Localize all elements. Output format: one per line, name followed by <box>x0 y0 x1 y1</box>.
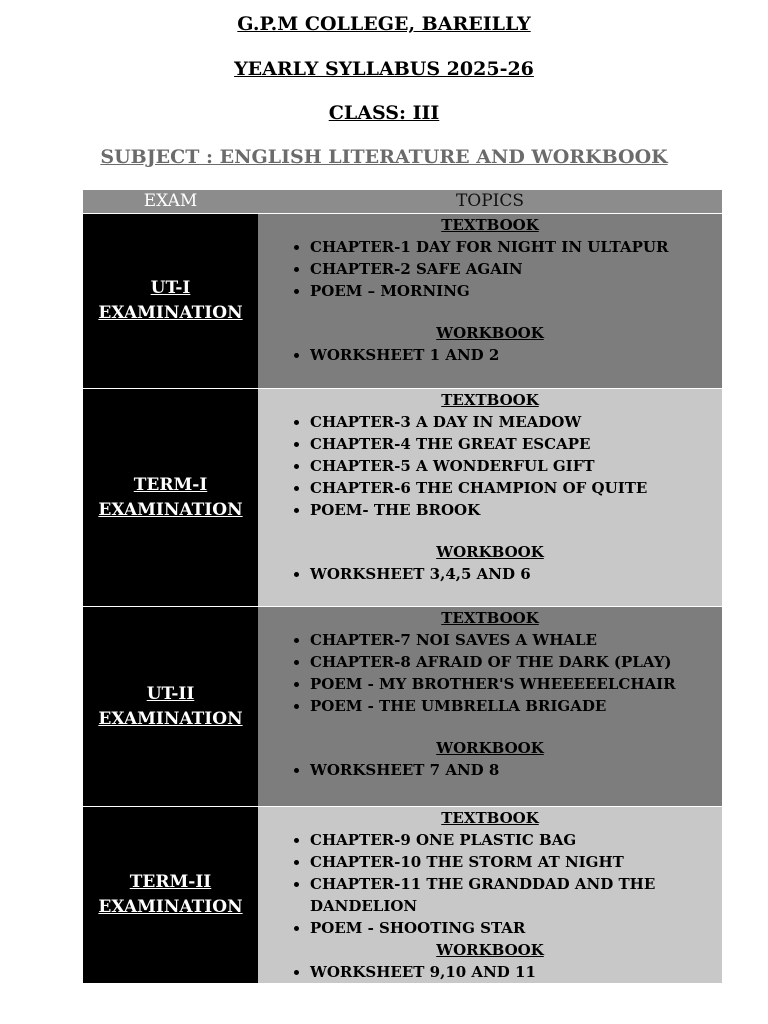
table-header-row <box>83 190 722 214</box>
textbook-heading: TEXTBOOK <box>441 216 539 234</box>
topics-cell <box>258 389 722 607</box>
exam-cell <box>83 807 258 984</box>
list-item: • POEM- THE BROOK <box>310 499 722 521</box>
column-header-exam: EXAM <box>83 190 258 214</box>
table-row <box>83 607 722 807</box>
exam-name: TERM-I <box>133 474 208 495</box>
workbook-list <box>258 563 722 585</box>
list-item: • POEM - MY BROTHER'S WHEEEEELCHAIR <box>310 673 722 695</box>
college-title: G.P.M COLLEGE, BAREILLY <box>237 13 531 35</box>
subject-title: SUBJECT : ENGLISH LITERATURE AND WORKBOOK <box>100 146 668 168</box>
exam-name: TERM-II <box>129 872 212 892</box>
workbook-heading: WORKBOOK <box>436 739 544 757</box>
workbook-list <box>258 961 722 983</box>
exam-name: UT-I <box>150 278 191 298</box>
list-item: • WORKSHEET 7 AND 8 <box>310 759 722 781</box>
textbook-heading: TEXTBOOK <box>441 809 539 827</box>
topics-cell <box>258 807 722 984</box>
workbook-heading: WORKBOOK <box>436 941 544 959</box>
table-row <box>83 389 722 607</box>
list-item: • CHAPTER-1 DAY FOR NIGHT IN ULTAPUR <box>310 236 722 258</box>
list-item: • CHAPTER-6 THE CHAMPION OF QUITE <box>310 477 722 499</box>
textbook-list <box>258 411 722 521</box>
exam-name: UT-II <box>146 683 195 704</box>
workbook-heading: WORKBOOK <box>436 324 544 342</box>
class-title: CLASS: III <box>328 102 440 124</box>
list-item: • CHAPTER-4 THE GREAT ESCAPE <box>310 433 722 455</box>
topics-cell <box>258 607 722 807</box>
syllabus-table <box>83 190 722 984</box>
textbook-list <box>258 629 722 717</box>
workbook-list <box>258 344 722 366</box>
list-item: • POEM – MORNING <box>310 280 722 302</box>
textbook-heading: TEXTBOOK <box>441 391 539 409</box>
exam-label: EXAMINATION <box>98 499 243 520</box>
list-item: • CHAPTER-10 THE STORM AT NIGHT <box>310 851 722 873</box>
table-row <box>83 807 722 984</box>
exam-label: EXAMINATION <box>98 897 243 917</box>
textbook-list <box>258 236 722 302</box>
list-item: • CHAPTER-8 AFRAID OF THE DARK (PLAY) <box>310 651 722 673</box>
list-item: • CHAPTER-7 NOI SAVES A WHALE <box>310 629 722 651</box>
exam-label: EXAMINATION <box>98 303 243 323</box>
list-item: • CHAPTER-2 SAFE AGAIN <box>310 258 722 280</box>
syllabus-title: YEARLY SYLLABUS 2025-26 <box>234 58 534 80</box>
column-header-topics: TOPICS <box>258 190 722 214</box>
workbook-heading: WORKBOOK <box>436 543 544 561</box>
list-item: • CHAPTER-9 ONE PLASTIC BAG <box>310 829 722 851</box>
exam-cell <box>83 607 258 807</box>
topics-cell <box>258 214 722 389</box>
list-item: • CHAPTER-3 A DAY IN MEADOW <box>310 411 722 433</box>
list-item: • POEM - SHOOTING STAR <box>310 917 722 939</box>
list-item: • CHAPTER-11 THE GRANDDAD AND THE DANDELION <box>310 873 722 917</box>
exam-cell <box>83 389 258 607</box>
exam-cell <box>83 214 258 389</box>
list-item: • WORKSHEET 3,4,5 AND 6 <box>310 563 722 585</box>
table-row <box>83 214 722 389</box>
list-item: • POEM - THE UMBRELLA BRIGADE <box>310 695 722 717</box>
textbook-list <box>258 829 722 939</box>
exam-label: EXAMINATION <box>98 708 243 729</box>
list-item: • WORKSHEET 1 AND 2 <box>310 344 722 366</box>
textbook-heading: TEXTBOOK <box>441 609 539 627</box>
list-item: • WORKSHEET 9,10 AND 11 <box>310 961 722 983</box>
workbook-list <box>258 759 722 781</box>
list-item: • CHAPTER-5 A WONDERFUL GIFT <box>310 455 722 477</box>
